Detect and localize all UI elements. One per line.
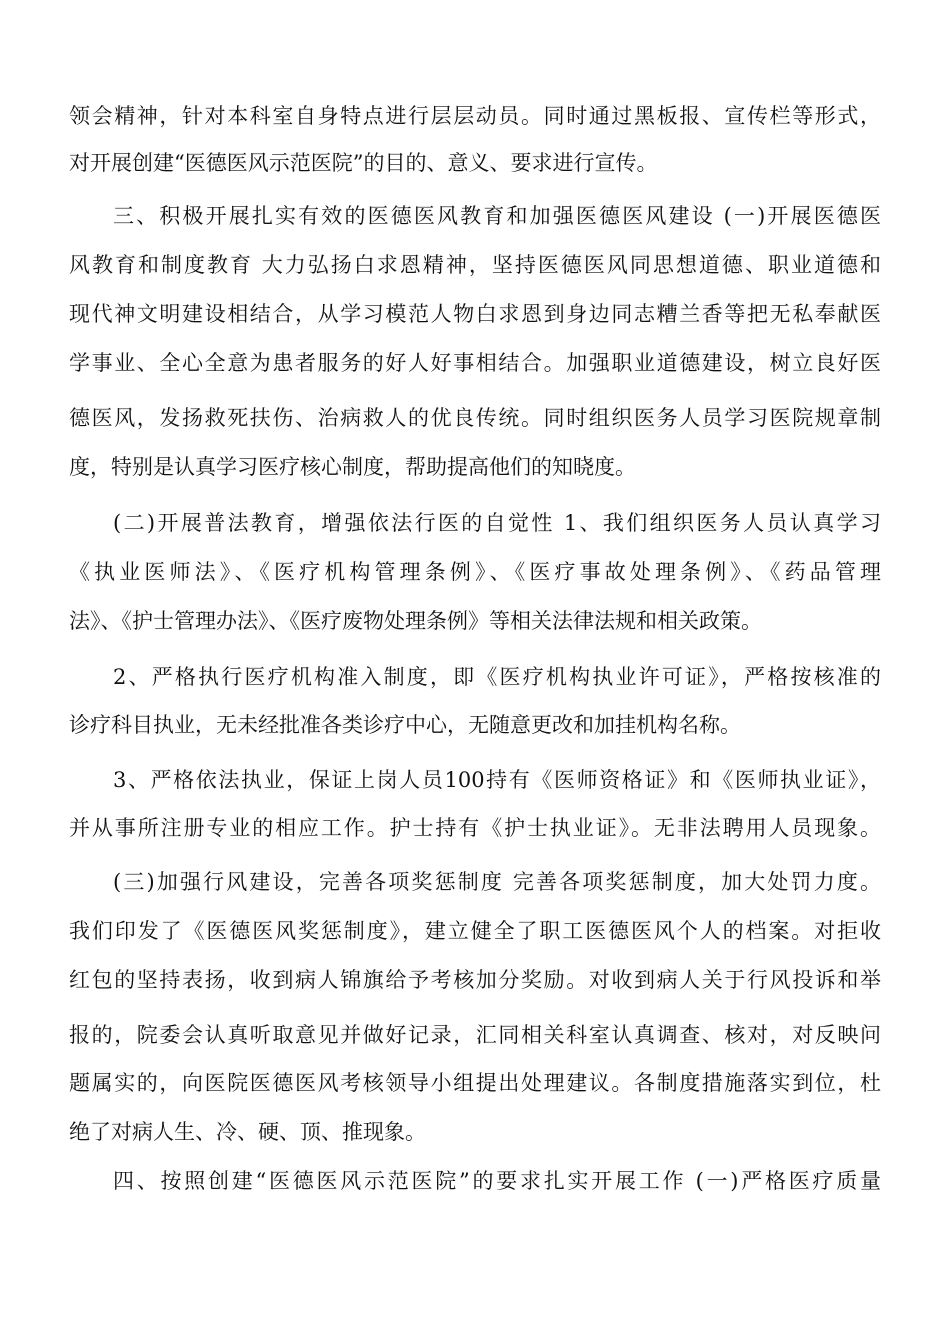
paragraph-start-line: 3、严格依法执业，保证上岗人员100持有《医师资格证》和《医师执业证》， — [113, 768, 881, 792]
text-line: 度，特别是认真学习医疗核心制度，帮助提高他们的知晓度。 — [69, 455, 636, 479]
paragraph-start-line: (三)加强行风建设，完善各项奖惩制度 完善各项奖惩制度，加大处罚力度。 — [113, 870, 881, 894]
text-line: 《执业医师法》、《医疗机构管理条例》、《医疗事故处理条例》、《药品管理 — [69, 560, 881, 584]
text-line: 诊疗科目执业，无未经批准各类诊疗中心，无随意更改和加挂机构名称。 — [69, 713, 741, 737]
text-line: 对开展创建“医德医风示范医院”的目的、意义、要求进行宣传。 — [69, 151, 658, 175]
paragraph-start-line: 2、严格执行医疗机构准入制度，即《医疗机构执业许可证》，严格按核准的 — [113, 665, 881, 689]
text-line: 红包的坚持表扬，收到病人锦旗给予考核加分奖励。对收到病人关于行风投诉和举 — [69, 968, 881, 992]
text-line: 绝了对病人生、冷、硬、顶、推现象。 — [69, 1120, 426, 1144]
text-line: 我们印发了《医德医风奖惩制度》，建立健全了职工医德医风个人的档案。对拒收 — [69, 919, 881, 943]
paragraph-start-line: (二)开展普法教育，增强依法行医的自觉性 1、我们组织医务人员认真学习 — [113, 511, 881, 535]
text-line: 学事业、全心全意为患者服务的好人好事相结合。加强职业道德建设，树立良好医 — [69, 351, 881, 375]
text-line: 题属实的，向医院医德医风考核领导小组提出处理建议。各制度措施落实到位，杜 — [69, 1071, 881, 1095]
text-line: 领会精神，针对本科室自身特点进行层层动员。同时通过黑板报、宣传栏等形式， — [69, 104, 881, 128]
text-line: 报的，院委会认真听取意见并做好记录，汇同相关科室认真调查、核对，对反映问 — [69, 1023, 881, 1047]
text-line: 风教育和制度教育 大力弘扬白求恩精神，坚持医德医风同思想道德、职业道德和 — [69, 253, 881, 277]
paragraph-start-line: 三、积极开展扎实有效的医德医风教育和加强医德医风建设 (一)开展医德医 — [113, 204, 881, 228]
text-line: 法》、《护士管理办法》、《医疗废物处理条例》等相关法律法规和相关政策。 — [69, 609, 762, 633]
text-line: 现代神文明建设相结合，从学习模范人物白求恩到身边同志糟兰香等把无私奉献医 — [69, 302, 881, 326]
text-line: 并从事所注册专业的相应工作。护士持有《护士执业证》。无非法聘用人员现象。 — [69, 816, 881, 840]
paragraph-start-line: 四、按照创建“医德医风示范医院”的要求扎实开展工作 (一)严格医疗质量 — [113, 1169, 881, 1193]
text-line: 德医风，发扬救死扶伤、治病救人的优良传统。同时组织医务人员学习医院规章制 — [69, 406, 881, 430]
